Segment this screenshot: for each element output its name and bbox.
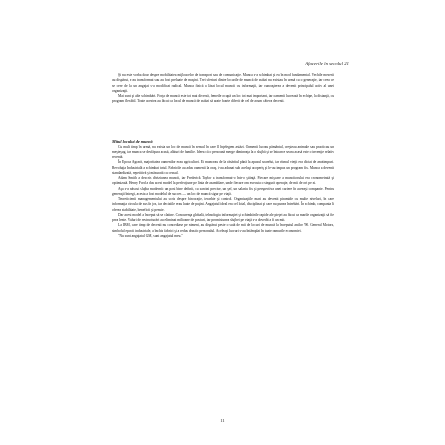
body-paragraph: Adam Smith a descris diviziunea muncii, iar Frederick Taylor a transformat-o într-o ştiinţă. Fiecare mişcare a muncitorului era cronometrată şi optimizată. Henry Ford a dus acest model la perfecţiune pe linia de asamblare, unde fiecare om executa o singură operaţie, de mii de ori pe zi. — [112, 176, 334, 186]
running-header: Afacerile în secolul 21 — [305, 61, 349, 66]
body-paragraph: Cu mult timp în urmă, nu exista un loc de muncă în sensul în care îl înţelegem astăzi. Oamenii lucrau pământul, creşteau animale sau practicau un meşteşug, iar munca se desfăşura acasă, alături de familie. Ideea că o persoană merge dimineaţa la o slujbă şi se întoarce seara acasă este o invenţie relativ recentă. — [112, 144, 334, 160]
body-paragraph: Teoreticienii managementului au scris despre birocraţie, ierarhie şi control. Organizaţiile mari au devenit piramide cu multe niveluri, în care informaţia circula de sus în jos, iar deciziile erau luate de puţini. Angajatul ideal era cel loial, disciplinat şi care nu punea întrebări. În schimb, compania îi oferea stabilitate, beneficii şi pensie. — [112, 197, 334, 212]
section-heading: Mitul locului de muncă — [112, 139, 153, 144]
body-paragraph: La IBM, care timp de decenii nu concediase pe nimeni, au dispărut peste o sută de mii de locuri de muncă la începutul anilor '90. General Motors, simbolul epocii industriale, a închis fabrici şi a redus drastic personalul. Aceleaşi lucruri s-au întâmplat în toate ramurile economiei. — [112, 223, 334, 233]
page-number: 11 — [220, 418, 225, 423]
body-paragraph: Aşa s-a născut slujba modernă: un post bine definit, cu sarcini precise, un şef, un salariu fix şi perspectiva unei cariere în aceeaşi companie. Pentru generaţii întregi, acesta a fost modelul de succes — un loc de muncă sigur pe viaţă. — [112, 186, 334, 196]
intro-text-block — [112, 73, 334, 105]
body-paragraph: Dar acest model a început să se clatine. Concurenţa globală, tehnologia informaţiei şi schimbările rapide ale pieţei au făcut ca marile organizaţii să fie prea lente. Valuri de restructurări au eliminat milioane de posturi, iar promisiunea slujbei pe viaţă s-a dovedit a fi un mit. — [112, 212, 334, 223]
body-paragraph: Mai sunt şi alte schimbări. Forţa de muncă este tot mai diversă, femeile ocupă un loc tot mai important, iar oamenii lucrează în echipe, la distanţă, cu program flexibil. Toate acestea au făcut ca locul de muncă de astăzi să arate foarte diferit de cel de acum câteva decenii. — [112, 94, 334, 104]
pull-quote: "Nu sunt angajatul GM, sunt angajatul meu." — [118, 233, 183, 238]
body-paragraph: În Epoca Agrară, majoritatea oamenilor erau agricultori. Ei munceau de la răsăritul până la apusul soarelui, iar ritmul vieţii era dictat de anotimpuri. Revoluţia Industrială a schimbat totul. Fabricile au adus oamenii la oraş, i-au adunat sub acelaşi acoperiş şi le-au impus un program fix. Munca a devenit standardizată, repetitivă şi măsurată cu ceasul. — [112, 160, 334, 175]
body-paragraph: Şi nu este vorba doar despre mobilitatea mijloacelor de transport sau de comunicaţie. Munca s-a schimbat şi ea în mod fundamental. Vechile meserii au dispărut, s-au transformat sau au fost preluate de maşini. Trei sferturi dintre locurile de muncă de astăzi nu existau în urmă cu o generaţie, iar ceea ce se cere de la un angajat s-a modificat radical. Munca fizică a lăsat locul muncii cu informaţii, iar cunoaşterea a devenit principalul activ al unei organizaţii. — [112, 73, 334, 93]
section-text-block — [112, 139, 334, 239]
